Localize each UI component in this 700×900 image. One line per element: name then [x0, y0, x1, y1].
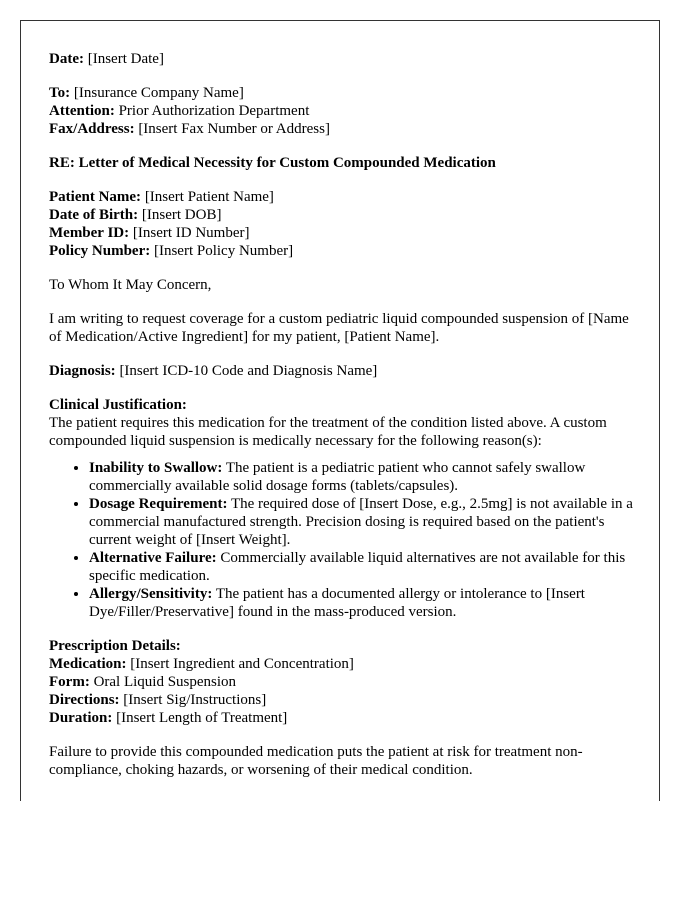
- date-value: [Insert Date]: [87, 51, 164, 67]
- clinical-justification-section: [49, 396, 639, 621]
- rx-form: [49, 673, 639, 691]
- field-label: Directions:: [49, 692, 120, 708]
- field-label: To:: [49, 85, 71, 101]
- field-label: Fax/Address:: [49, 121, 135, 137]
- section-heading: Clinical Justification:: [49, 397, 187, 413]
- date-line: [49, 50, 639, 68]
- reasons-list: [49, 459, 639, 621]
- field-value: [Insert Policy Number]: [153, 243, 294, 259]
- reason-label: Dosage Requirement:: [89, 496, 228, 512]
- rx-directions: [49, 691, 639, 709]
- subject-text: RE: Letter of Medical Necessity for Custom Compounded Medication: [49, 155, 496, 171]
- diagnosis-line: [49, 362, 639, 380]
- field-label: Patient Name:: [49, 189, 142, 205]
- field-value: [Insert ICD-10 Code and Diagnosis Name]: [119, 363, 378, 379]
- field-value: [Insert Ingredient and Concentration]: [130, 656, 354, 672]
- reason-label: Allergy/Sensitivity:: [89, 586, 213, 602]
- field-label: Diagnosis:: [49, 363, 116, 379]
- field-label: Attention:: [49, 103, 115, 119]
- date-label: Date:: [49, 51, 84, 67]
- recipient-fax-address: [49, 120, 639, 138]
- field-value: [Insert DOB]: [141, 207, 222, 223]
- reason-label: Inability to Swallow:: [89, 460, 223, 476]
- subject-line: [49, 154, 639, 172]
- recipient-block: [49, 84, 639, 138]
- patient-dob: [49, 206, 639, 224]
- field-value: [Insert Sig/Instructions]: [123, 692, 267, 708]
- list-item: [89, 495, 639, 549]
- field-value: [Insert Fax Number or Address]: [138, 121, 330, 137]
- closing-paragraph: Failure to provide this compounded medication puts the patient at risk for treatment non-compliance, choking hazards, or worsening of their medical condition.: [49, 744, 583, 778]
- reason-text: The required dose of [Insert Dose, e.g., 2.5mg] is not available in a commercial manufactured strength. Precision dosing is required based on the patient's current weight of [Insert Weight].: [89, 496, 633, 548]
- field-label: Policy Number:: [49, 243, 151, 259]
- intro-paragraph: I am writing to request coverage for a custom pediatric liquid compounded suspension of [Name of Medication/Active Ingredient] for my patient, [Patient Name].: [49, 311, 629, 345]
- prescription-details-section: [49, 637, 639, 727]
- patient-info-block: [49, 188, 639, 260]
- patient-policy-number: [49, 242, 639, 260]
- rx-duration: [49, 709, 639, 727]
- letter-content: [49, 50, 639, 795]
- field-label: Form:: [49, 674, 90, 690]
- rx-medication: [49, 655, 639, 673]
- field-value: [Insert Length of Treatment]: [116, 710, 288, 726]
- patient-member-id: [49, 224, 639, 242]
- field-value: Prior Authorization Department: [118, 103, 310, 119]
- field-value: [Insert ID Number]: [132, 225, 250, 241]
- field-label: Member ID:: [49, 225, 130, 241]
- field-label: Date of Birth:: [49, 207, 139, 223]
- salutation: To Whom It May Concern,: [49, 277, 212, 293]
- letter-page: [20, 20, 660, 801]
- section-heading: Prescription Details:: [49, 638, 181, 654]
- reason-text: The patient has a documented allergy or intolerance to [Insert Dye/Filler/Preservative] found in the mass-produced version.: [89, 586, 585, 620]
- recipient-to: [49, 84, 639, 102]
- field-value: Oral Liquid Suspension: [93, 674, 237, 690]
- reason-text: The patient is a pediatric patient who cannot safely swallow commercially available solid dosage forms (tablets/capsules).: [89, 460, 586, 494]
- reason-text: Commercially available liquid alternatives are not available for this specific medication.: [89, 550, 626, 584]
- field-label: Duration:: [49, 710, 113, 726]
- reason-label: Alternative Failure:: [89, 550, 217, 566]
- section-text: The patient requires this medication for the treatment of the condition listed above. A custom compounded liquid suspension is medically necessary for the following reason(s):: [49, 415, 607, 449]
- field-label: Medication:: [49, 656, 127, 672]
- patient-name: [49, 188, 639, 206]
- list-item: [89, 459, 639, 495]
- list-item: [89, 549, 639, 585]
- list-item: [89, 585, 639, 621]
- recipient-attention: [49, 102, 639, 120]
- field-value: [Insert Patient Name]: [144, 189, 274, 205]
- field-value: [Insurance Company Name]: [73, 85, 244, 101]
